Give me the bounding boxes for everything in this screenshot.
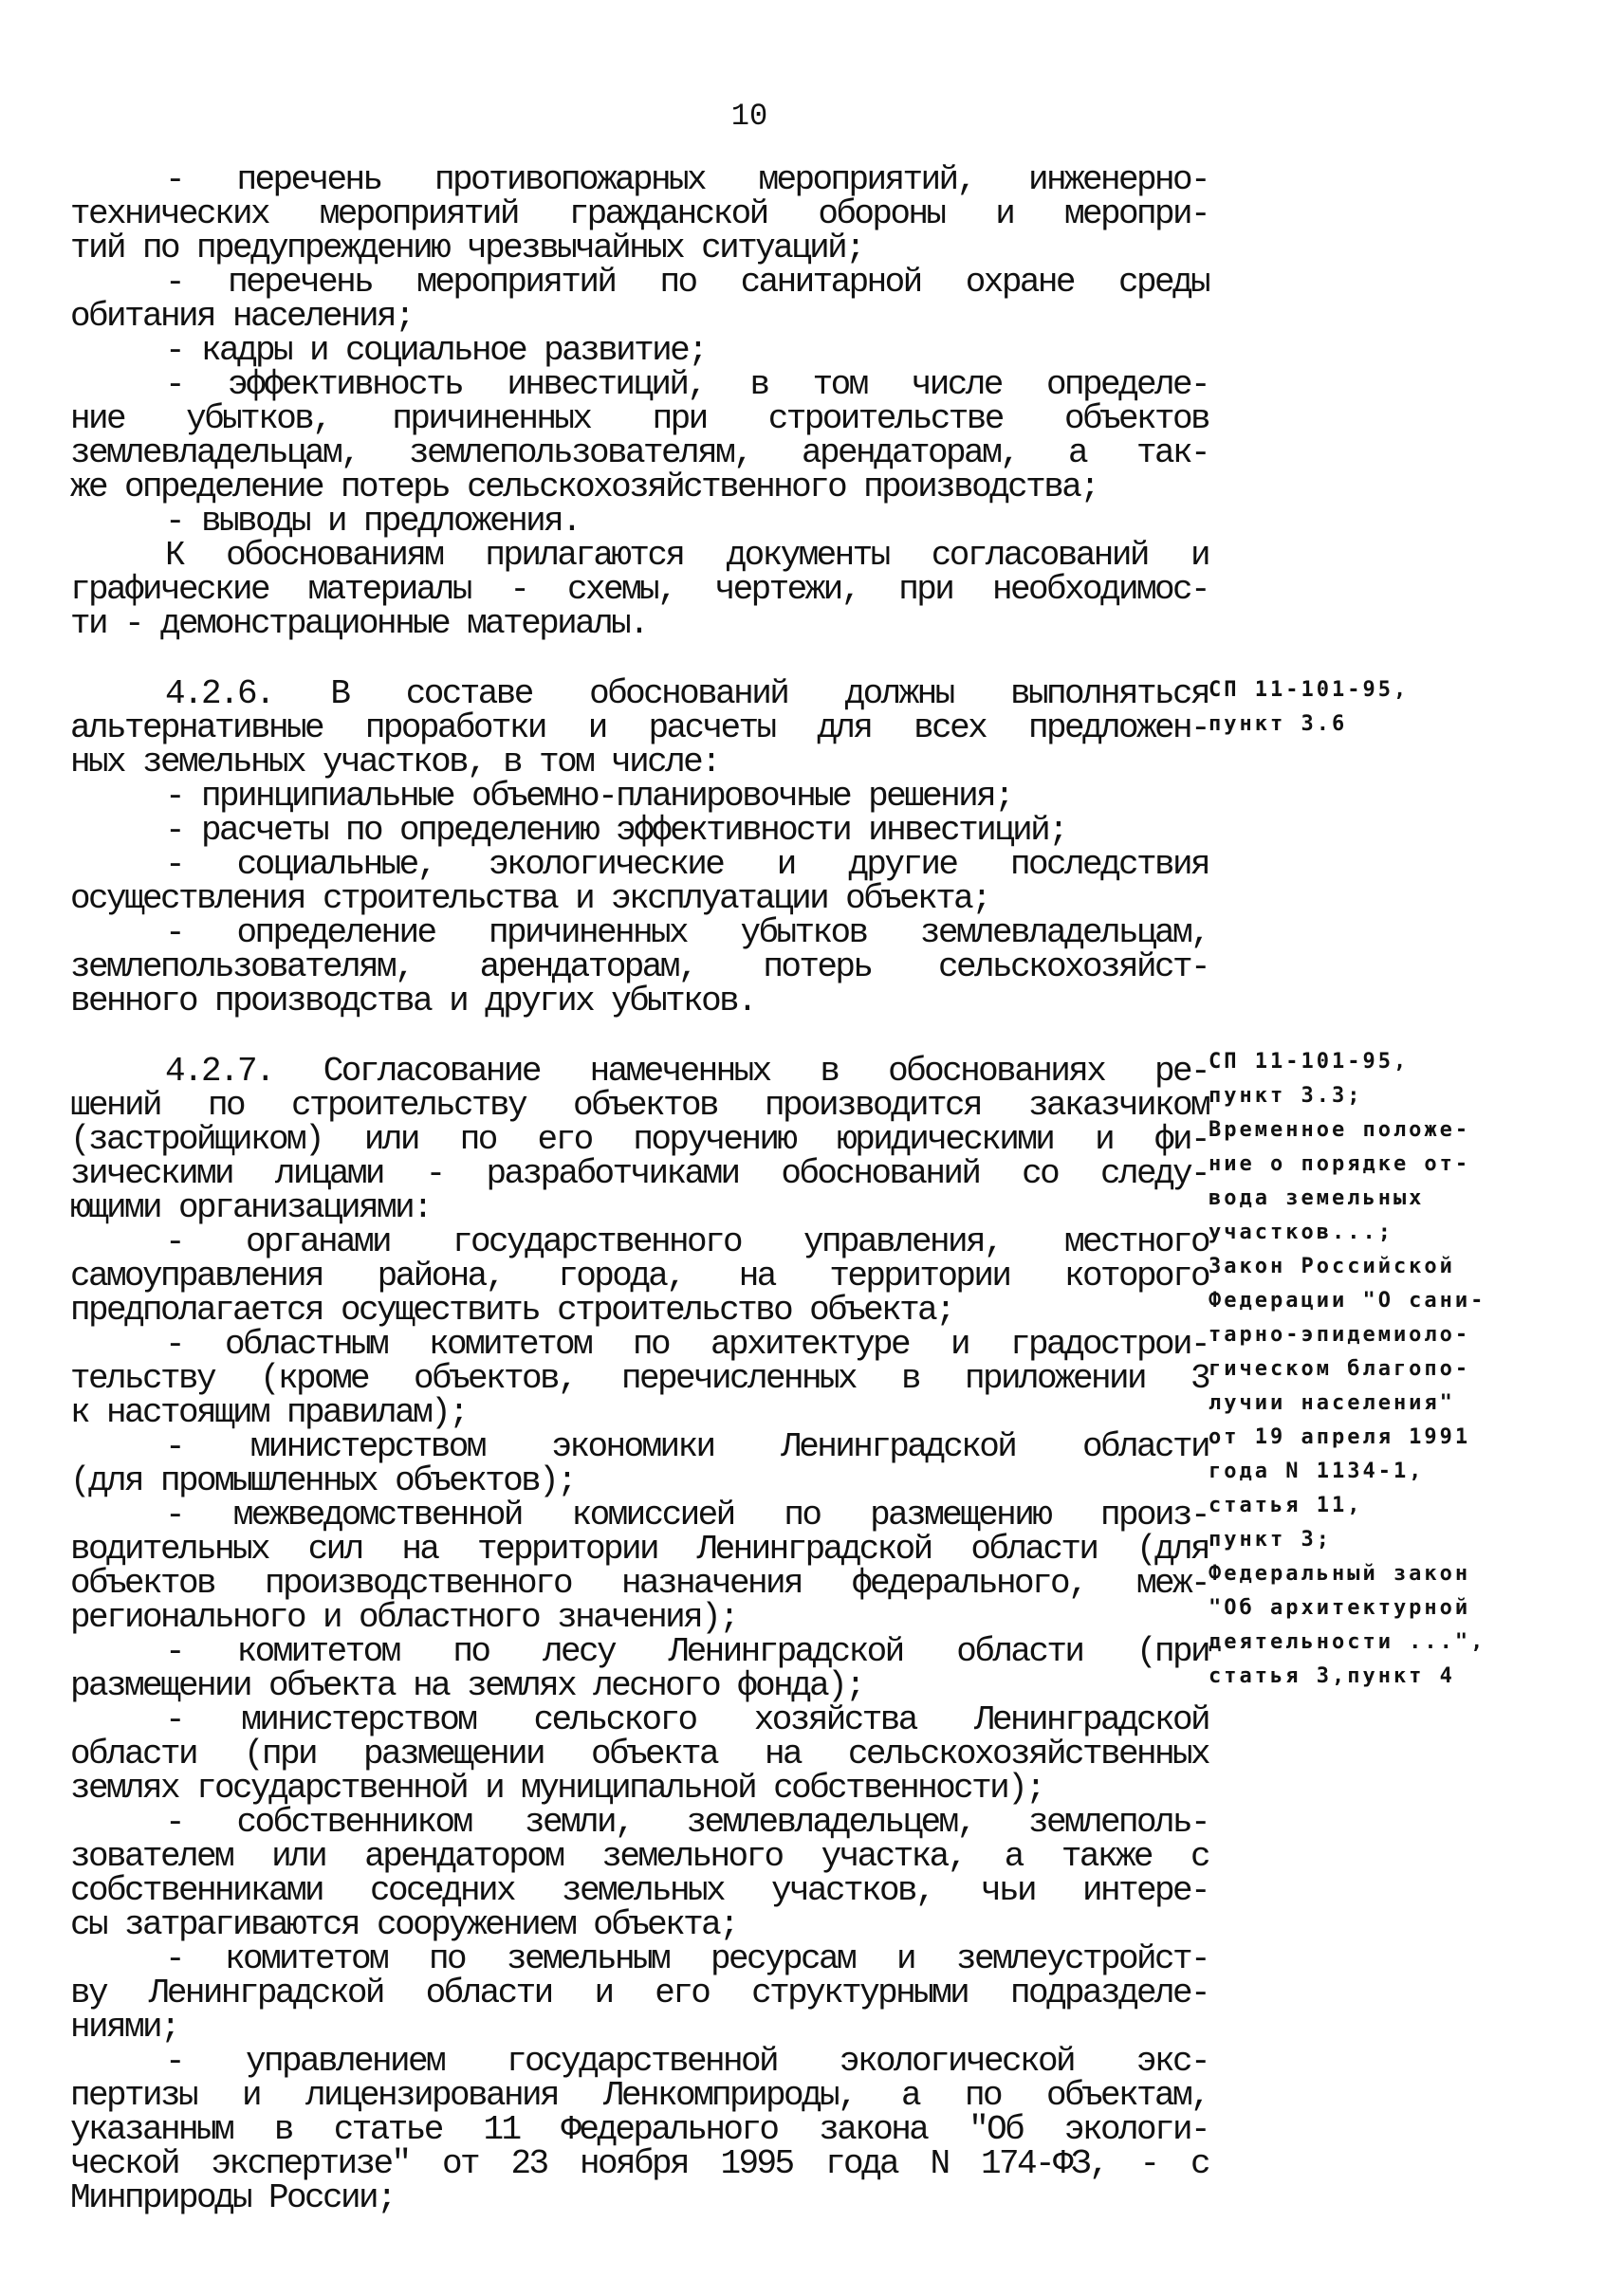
text-line: ческой экспертизе" от 23 ноября 1995 года N 174-ФЗ, - с	[70, 2144, 1209, 2183]
text-line: венного производства и других убытков.	[70, 982, 756, 1020]
text-line: - комитетом по лесу Ленинградской области (при	[165, 1632, 1209, 1671]
text-line: обитания населения;	[70, 297, 414, 336]
text-line: графические материалы - схемы, чертежи, при необходимос-	[70, 570, 1209, 609]
text-line: объектов производственного назначения федерального, меж-	[70, 1564, 1209, 1603]
text-line: ющими организациями:	[70, 1188, 432, 1227]
text-line: - министерством экономики Ленинградской области	[165, 1427, 1209, 1466]
margin-note-line: от 19 апреля 1991	[1209, 1425, 1471, 1449]
margin-note-line: пункт 3;	[1209, 1528, 1332, 1552]
margin-note-line: Федеральный закон	[1209, 1562, 1471, 1586]
text-line: осуществления строительства и эксплуатации объекта;	[70, 879, 990, 918]
text-line: Минприроды России;	[70, 2178, 396, 2217]
text-line: регионального и областного значения);	[70, 1598, 738, 1637]
text-line: - определение причиненных убытков землевладельцам,	[165, 913, 1209, 952]
section-gap	[70, 641, 1209, 677]
text-line: пертизы и лицензирования Ленкомприроды, а по объектам,	[70, 2076, 1209, 2115]
text-line: области (при размещении объекта на сельскохозяйственных	[70, 1735, 1209, 1773]
text-line: ных земельных участков, в том числе:	[70, 743, 720, 781]
text-line: ниями;	[70, 2008, 179, 2047]
text-line: ти - демонстрационные материалы.	[70, 604, 648, 643]
text-line: К обоснованиям прилагаются документы согласований и	[165, 536, 1209, 575]
text-line: 4.2.7. Согласование намеченных в обоснованиях ре-	[165, 1052, 1209, 1091]
text-line: альтернативные проработки и расчеты для всех предложен-	[70, 708, 1209, 747]
margin-note-line: года N 1134-1,	[1209, 1460, 1425, 1483]
text-line: технических мероприятий гражданской обороны и меропри-	[70, 194, 1209, 233]
text-line: - комитетом по земельным ресурсам и землеустройст-	[165, 1939, 1209, 1978]
text-line: - выводы и предложения.	[165, 502, 581, 541]
text-line: - министерством сельского хозяйства Ленинградской	[165, 1700, 1209, 1739]
text-line: же определение потерь сельскохозяйственного производства;	[70, 468, 1098, 506]
section-gap	[70, 1019, 1209, 1055]
text-line: ние убытков, причиненных при строительстве объектов	[70, 399, 1209, 438]
margin-note-line: гическом благопо-	[1209, 1357, 1471, 1381]
margin-note-line: СП 11-101-95,	[1209, 1050, 1410, 1074]
text-line: - областным комитетом по архитектуре и градострои-	[165, 1325, 1209, 1364]
margin-note-line: статья 3,пункт 4	[1209, 1664, 1455, 1688]
text-line: - расчеты по определению эффективности инвестиций;	[165, 811, 1067, 850]
text-line: самоуправления района, города, на территории которого	[70, 1257, 1209, 1295]
text-line: тельству (кроме объектов, перечисленных в приложении 3	[70, 1359, 1209, 1398]
text-line: землевладельцам, землепользователям, арендаторам, а так-	[70, 433, 1209, 472]
text-line: землях государственной и муниципальной собственности);	[70, 1769, 1044, 1808]
margin-note-line: пункт 3.3;	[1209, 1084, 1363, 1108]
text-line: - принципиальные объемно-планировочные решения;	[165, 777, 1013, 816]
text-line: указанным в статье 11 Федерального закона "Об экологи-	[70, 2110, 1209, 2149]
margin-note-line: пункт 3.6	[1209, 712, 1348, 736]
text-line: - органами государственного управления, местного	[165, 1222, 1209, 1261]
text-line: размещении объекта на землях лесного фонда);	[70, 1666, 864, 1705]
text-line: шений по строительству объектов производится заказчиком	[70, 1086, 1209, 1125]
margin-note-reference	[1209, 1045, 1607, 1694]
text-line: сы затрагиваются сооружением объекта;	[70, 1905, 738, 1944]
text-line: зователем или арендатором земельного участка, а также с	[70, 1837, 1209, 1876]
text-line: 4.2.6. В составе обоснований должны выполняться	[165, 674, 1209, 713]
margin-note-line: Федерации "О сани-	[1209, 1289, 1486, 1313]
main-text	[70, 160, 1209, 2217]
text-line: - перечень мероприятий по санитарной охране среды	[165, 263, 1209, 302]
text-line: предполагается осуществить строительство объекта;	[70, 1291, 954, 1330]
text-line: зическими лицами - разработчиками обоснований со следу-	[70, 1154, 1209, 1193]
margin-note-line: Закон Российской	[1209, 1255, 1455, 1278]
margin-note-line: ние о порядке от-	[1209, 1152, 1471, 1176]
margin-note-line: деятельности ...",	[1209, 1630, 1486, 1654]
text-line: ву Ленинградской области и его структурными подразделе-	[70, 1974, 1209, 2012]
margin-note-reference	[1209, 673, 1607, 742]
margin-note-line: тарно-эпидемиоло-	[1209, 1323, 1471, 1347]
text-line: - собственником земли, землевладельцем, землеполь-	[165, 1803, 1209, 1842]
margin-note-line: статья 11,	[1209, 1494, 1363, 1517]
page-number: 10	[730, 99, 768, 134]
text-line: - кадры и социальное развитие;	[165, 331, 707, 370]
text-line: - социальные, экологические и другие последствия	[165, 845, 1209, 884]
text-line: водительных сил на территории Ленинградской области (для	[70, 1530, 1209, 1569]
text-line: (застройщиком) или по его поручению юридическими и фи-	[70, 1120, 1209, 1159]
margin-note-line: "Об архитектурной	[1209, 1596, 1471, 1620]
margin-note-line: лучии населения"	[1209, 1391, 1455, 1415]
margin-note-line: участков...;	[1209, 1221, 1393, 1244]
text-line: - управлением государственной экологической экс-	[165, 2042, 1209, 2081]
margin-note-line: Временное положе-	[1209, 1118, 1471, 1142]
text-line: землепользователям, арендаторам, потерь сельскохозяйст-	[70, 947, 1209, 986]
text-line: - перечень противопожарных мероприятий, инженерно-	[165, 160, 1209, 199]
margin-note-line: вода земельных	[1209, 1186, 1425, 1210]
text-line: собственниками соседних земельных участков, чьи интере-	[70, 1871, 1209, 1910]
text-line: - эффективность инвестиций, в том числе определе-	[165, 365, 1209, 404]
text-line: (для промышленных объектов);	[70, 1461, 576, 1500]
text-line: тий по предупреждению чрезвычайных ситуаций;	[70, 229, 864, 267]
text-line: - межведомственной комиссией по размещению произ-	[165, 1496, 1209, 1534]
text-line: к настоящим правилам);	[70, 1393, 468, 1432]
margin-note-line: СП 11-101-95,	[1209, 678, 1410, 702]
